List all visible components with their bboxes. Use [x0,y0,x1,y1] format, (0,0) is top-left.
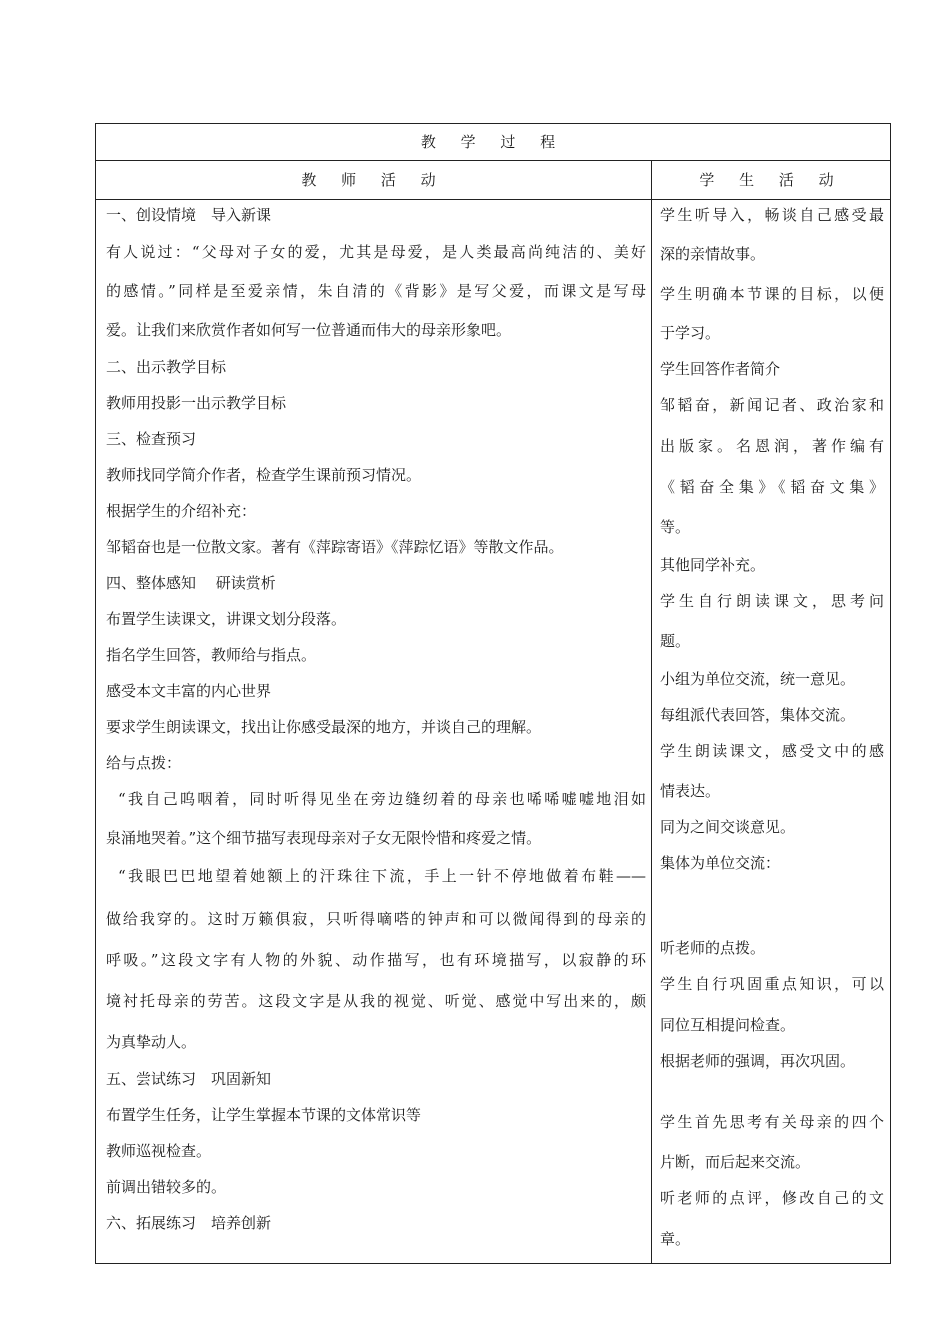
teacher-line: 邹韬奋也是一位散文家。著有《萍踪寄语》《萍踪忆语》等散文作品。 [106,538,564,556]
teacher-line: 教师用投影一出示教学目标 [106,394,287,412]
teacher-line: 布置学生任务，让学生掌握本节课的文体常识等 [106,1106,422,1124]
teacher-line: 布置学生读课文，讲课文划分段落。 [106,610,347,628]
teacher-activity-header: 教 师 活 动 [301,171,446,189]
teacher-line: “我眼巴巴地望着她额上的汗珠往下流，手上一针不停地做着布鞋—— [118,867,646,885]
student-line: 深的亲情故事。 [660,245,766,263]
student-line: 同位互相提问检查。 [660,1016,796,1034]
student-activity-header: 学 生 活 动 [699,171,844,189]
student-line: 学生朗读课文，感受文中的感 [660,742,884,760]
teacher-line: 呼吸。”这段文字有人物的外貌、动作描写，也有环境描写，以寂静的环 [106,951,646,969]
teacher-line: 前调出错较多的。 [106,1178,227,1196]
student-line: 题。 [660,632,691,650]
column-divider [651,161,652,1264]
teacher-line: 四、整体感知 研读赏析 [106,574,276,592]
student-line: 集体为单位交流： [660,854,781,872]
teacher-line: 境衬托母亲的劳苦。这段文字是从我的视觉、听觉、感觉中写出来的，颇 [106,992,646,1010]
teacher-line: 感受本文丰富的内心世界 [106,682,272,700]
student-line: 邹韬奋，新闻记者、政治家和 [660,396,884,414]
student-line: 学生首先思考有关母亲的四个 [660,1113,884,1131]
teacher-line: 给与点拨： [106,754,182,772]
teacher-line: 泉涌地哭着。”这个细节描写表现母亲对子女无限怜惜和疼爱之情。 [106,829,542,847]
student-line: 《韬奋全集》《韬奋文集》 [660,478,884,496]
student-line: 小组为单位交流，统一意见。 [660,670,856,688]
teacher-line: 爱。让我们来欣赏作者如何写一位普通而伟大的母亲形象吧。 [106,321,512,339]
student-line: 于学习。 [660,324,721,342]
table-title: 教 学 过 程 [96,124,890,161]
teacher-line: 三、检查预习 [106,430,197,448]
teacher-line: “我自己呜咽着，同时听得见坐在旁边缝纫着的母亲也唏唏嘘嘘地泪如 [118,790,646,808]
student-line: 片断，而后起来交流。 [660,1153,811,1171]
teacher-line: 六、拓展练习 培养创新 [106,1214,272,1232]
student-line: 情表达。 [660,782,721,800]
teacher-line: 二、出示教学目标 [106,358,227,376]
teacher-line: 的感情。”同样是至爱亲情，朱自清的《背影》是写父爱，而课文是写母 [106,282,646,300]
teacher-line: 做给我穿的。这时万籁俱寂，只听得嘀嗒的钟声和可以微闻得到的母亲的 [106,910,646,928]
student-line: 学生明确本节课的目标，以便 [660,285,884,303]
teacher-line: 一、创设情境 导入新课 [106,206,272,224]
student-line: 听老师的点拨。 [660,939,766,957]
student-line: 同为之间交谈意见。 [660,818,796,836]
teacher-line: 根据学生的介绍补充： [106,502,257,520]
teacher-line: 有人说过：“父母对子女的爱，尤其是母爱，是人类最高尚纯洁的、美好 [106,243,646,261]
student-line: 学生自行巩固重点知识，可以 [660,975,884,993]
student-line: 其他同学补充。 [660,556,766,574]
table-header-row [96,161,890,200]
teacher-line: 要求学生朗读课文，找出让你感受最深的地方，并谈自己的理解。 [106,718,542,736]
teacher-line: 教师找同学简介作者，检查学生课前预习情况。 [106,466,422,484]
teacher-line: 教师巡视检查。 [106,1142,212,1160]
student-line: 听老师的点评，修改自己的文 [660,1189,884,1207]
student-line: 章。 [660,1230,691,1248]
teacher-line: 五、尝试练习 巩固新知 [106,1070,272,1088]
student-line: 学生回答作者简介 [660,360,781,378]
student-line: 每组派代表回答，集体交流。 [660,706,856,724]
teaching-process-table [95,123,891,1264]
student-line: 学生听导入，畅谈自己感受最 [660,206,884,224]
student-line: 根据老师的强调，再次巩固。 [660,1052,856,1070]
teacher-line: 指名学生回答，教师给与指点。 [106,646,317,664]
student-line: 学生自行朗读课文，思考问 [660,592,884,610]
student-line: 出版家。名恩润，著作编有 [660,437,884,455]
student-line: 等。 [660,518,691,536]
teacher-line: 为真挚动人。 [106,1033,197,1051]
